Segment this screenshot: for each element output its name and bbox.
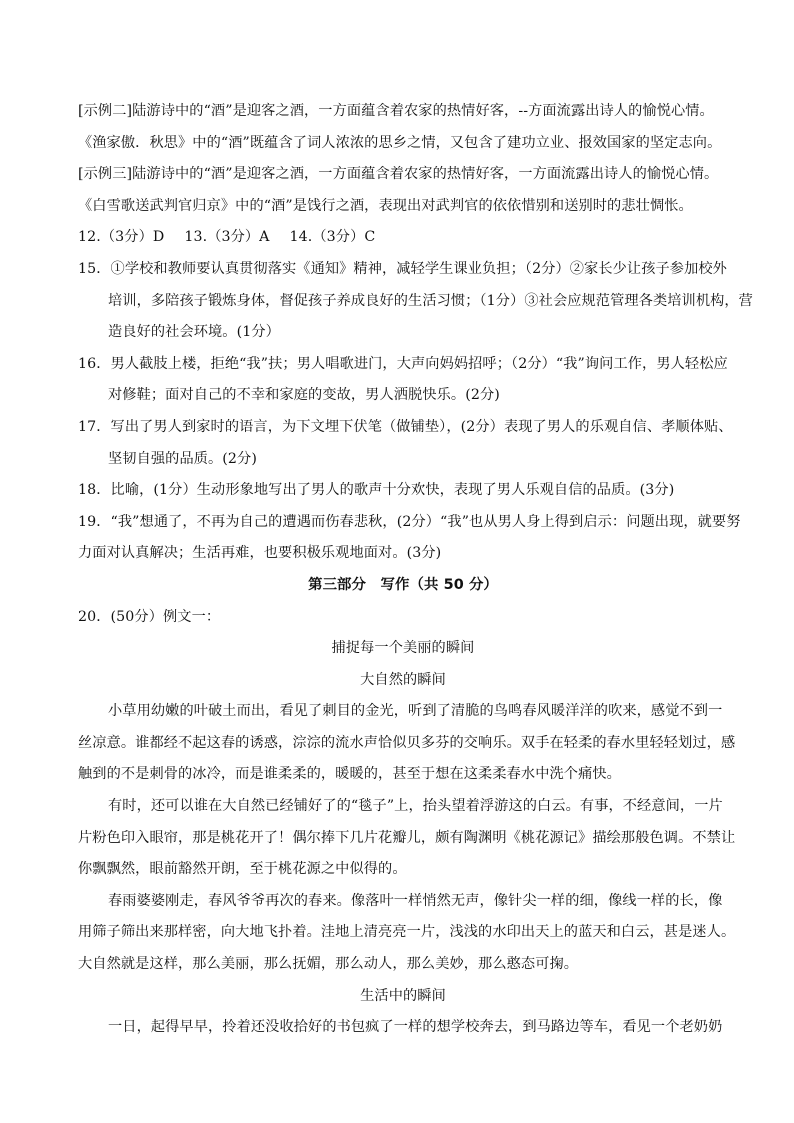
essay-title: 捕捉每一个美丽的瞬间: [331, 640, 475, 657]
example-line: 《渔家傲．秋思》中的“酒”既蕴含了词人浓浓的思乡之情，又包含了建功立业、报效国家的坚定志向。: [78, 134, 722, 151]
answer-q14: 14.（3分）C: [289, 229, 376, 246]
answer-q17-line: 坚韧自强的品质。(2分): [108, 450, 257, 467]
answer-q19-line: 力面对认真解决；生活再难，也要积极乐观地面对。(3分): [78, 545, 442, 562]
answer-q16-line: 对修鞋；面对自己的不幸和家庭的变故，男人洒脱快乐。(2分): [108, 387, 500, 404]
answer-q16-line: 16．男人截肢上楼，拒绝“我”扶；男人唱歌进门，大声向妈妈招呼；（2分）“我”询问工作，男人轻松应: [78, 355, 728, 372]
essay-paragraph-line: 丝凉意。谁都经不起这春的诱惑，淙淙的流水声恰似贝多芬的交响乐。双手在轻柔的春水里轻轻划过，感: [78, 734, 736, 751]
example-line: 《白雪歌送武判官归京》中的“酒”是饯行之酒，表现出对武判官的依依惜别和送别时的悲壮惆怅。: [78, 197, 693, 214]
q20-intro: 20．(50分）例文一：: [78, 608, 221, 625]
document-page: [78, 96, 753, 1044]
example-line: [示例三]陆游诗中的“酒”是迎客之酒，一方面蕴含着农家的热情好客，一方面流露出诗人的愉悦心情。: [78, 166, 719, 183]
essay-subtitle: 生活中的瞬间: [360, 987, 446, 1004]
essay-paragraph-line: 用筛子筛出来那样密，向大地飞扑着。洼地上清亮亮一片，浅浅的水印出天上的蓝天和白云，甚是迷人。: [78, 924, 736, 941]
answer-q19-line: 19．“我”想通了，不再为自己的遭遇而伤春悲秋，(2分）“我”也从男人身上得到启示：问题出现，就要努: [78, 513, 741, 530]
essay-paragraph-line: 一日，起得早早，拎着还没收拾好的书包疯了一样的想学校奔去，到马路边等车，看见一个老奶奶: [108, 1019, 723, 1036]
essay-paragraph-line: 春雨婆婆刚走，春风爷爷再次的春来。像落叶一样悄然无声，像针尖一样的细，像线一样的长，像: [108, 892, 723, 909]
essay-subtitle: 大自然的瞬间: [360, 671, 446, 688]
answer-q15-line: 培训，多陪孩子锻炼身体，督促孩子养成良好的生活习惯；（1分）③社会应规范管理各类培训机构，营: [108, 292, 753, 309]
answer-q12: 12.（3分）D: [78, 229, 165, 246]
answer-q17-line: 17．写出了男人到家时的语言，为下文埋下伏笔（做铺垫），(2分）表现了男人的乐观自信、孝顺体贴、: [78, 418, 733, 435]
answer-q13: 13.（3分）A: [184, 229, 270, 246]
essay-paragraph-line: 小草用幼嫩的叶破土而出，看见了刺目的金光，听到了清脆的鸟鸣春风暖洋洋的吹来，感觉不到一: [108, 703, 723, 720]
essay-paragraph-line: 你飘飘然，眼前豁然开朗，至于桃花源之中似得的。: [78, 861, 407, 878]
essay-paragraph-line: 有时，还可以谁在大自然已经铺好了的“毯子”上，抬头望着浮游这的白云。有事，不经意间，一片: [108, 798, 723, 815]
essay-paragraph-line: 触到的不是刺骨的冰冷，而是谁柔柔的，暖暖的，甚至于想在这柔柔春水中洗个痛快。: [78, 766, 621, 783]
section-title: 第三部分 写作（共 50 分）: [308, 576, 498, 593]
example-line: [示例二]陆游诗中的“酒”是迎客之酒，一方面蕴含着农家的热情好客，--方面流露出诗人的愉悦心情。: [78, 103, 714, 119]
answer-q18: 18．比喻，(1分）生动形象地写出了男人的歌声十分欢快，表现了男人乐观自信的品质。(3分): [78, 482, 675, 499]
answer-q15-line: 造良好的社会环境。(1分）: [108, 324, 280, 341]
essay-paragraph-line: 片粉色印入眼帘，那是桃花开了！偶尔捧下几片花瓣儿，颇有陶渊明《桃花源记》描绘那般色调。不禁让: [78, 829, 736, 846]
answer-q15-line: 15．①学校和教师要认真贯彻落实《通知》精神，减轻学生课业负担；（2分）②家长少让孩子参加校外: [78, 260, 727, 277]
answers-12-14: [78, 222, 728, 254]
essay-paragraph-line: 大自然就是这样，那么美丽，那么抚媚，那么动人，那么美妙，那么憨态可掬。: [78, 956, 579, 973]
